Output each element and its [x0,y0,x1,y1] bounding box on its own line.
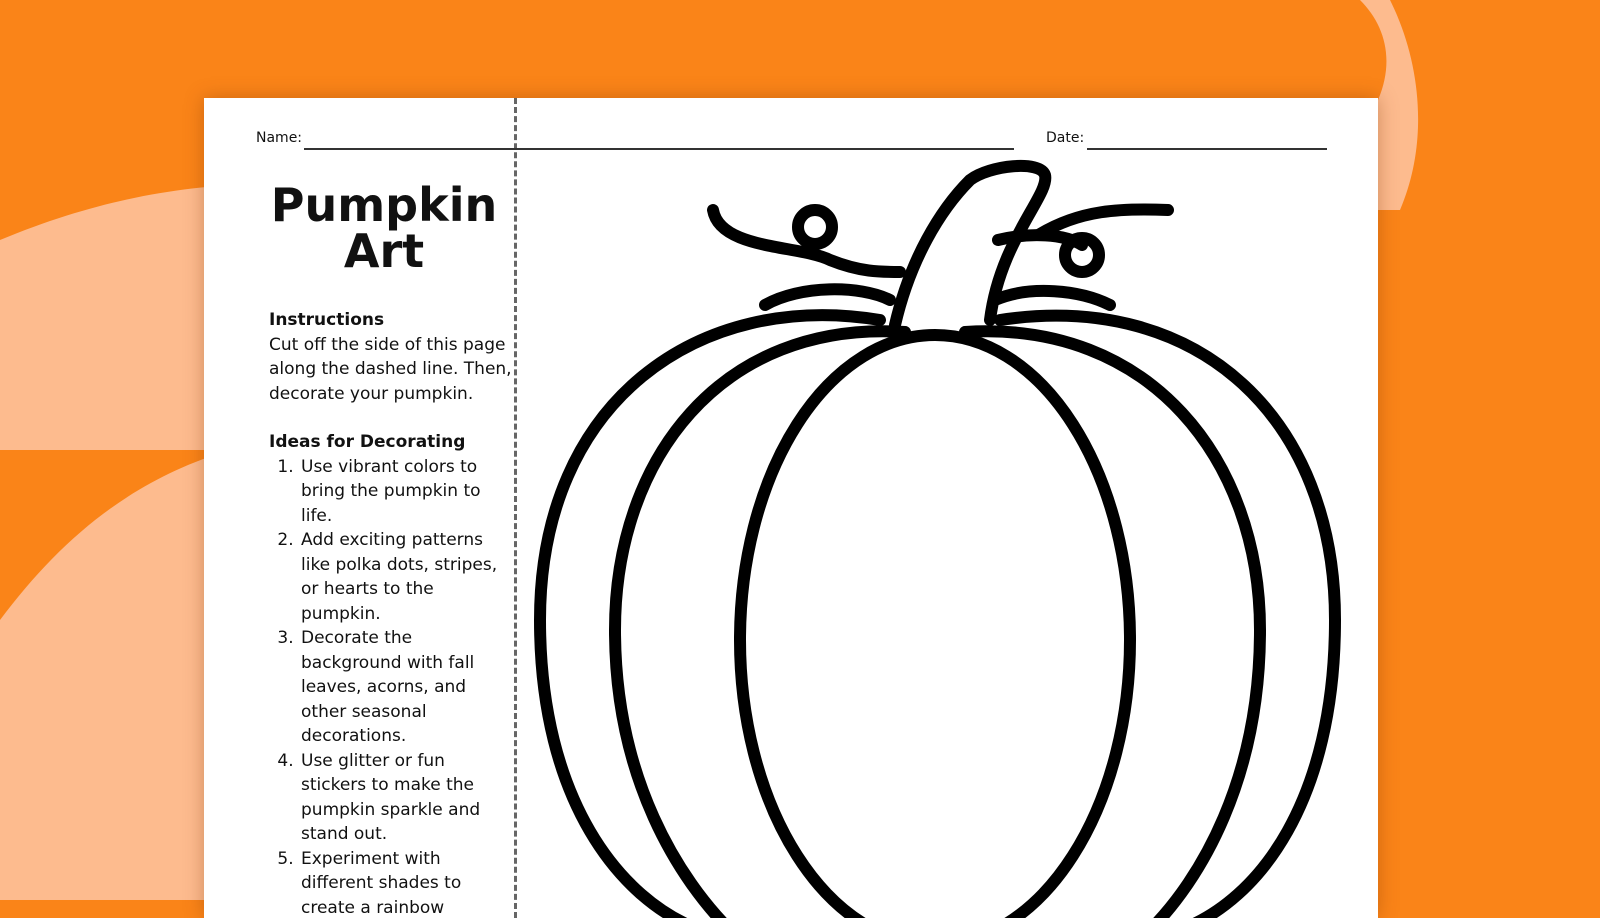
list-item: 1. Use vibrant colors to bring the pumpkin to life. [299,455,514,529]
list-item: 3. Decorate the background with fall leaves, acorns, and other seasonal decorations. [299,626,514,749]
ideas-heading: Ideas for Decorating [269,430,514,455]
list-item: 4. Use glitter or fun stickers to make the pumpkin sparkle and stand out. [299,749,514,847]
worksheet-page [204,98,1378,918]
name-label: Name: [256,130,302,146]
date-label: Date: [1046,130,1084,146]
page-title: Pumpkin Art [254,182,514,274]
list-item: 5. Experiment with different shades to create a rainbow [299,847,514,918]
instructions-text: Cut off the side of this page along the dashed line. Then, decorate your pumpkin. [269,333,514,407]
pumpkin-outline [204,98,1378,918]
list-item: 2. Add exciting patterns like polka dots, stripes, or hearts to the pumpkin. [299,528,514,626]
instructions-heading: Instructions [269,308,514,333]
